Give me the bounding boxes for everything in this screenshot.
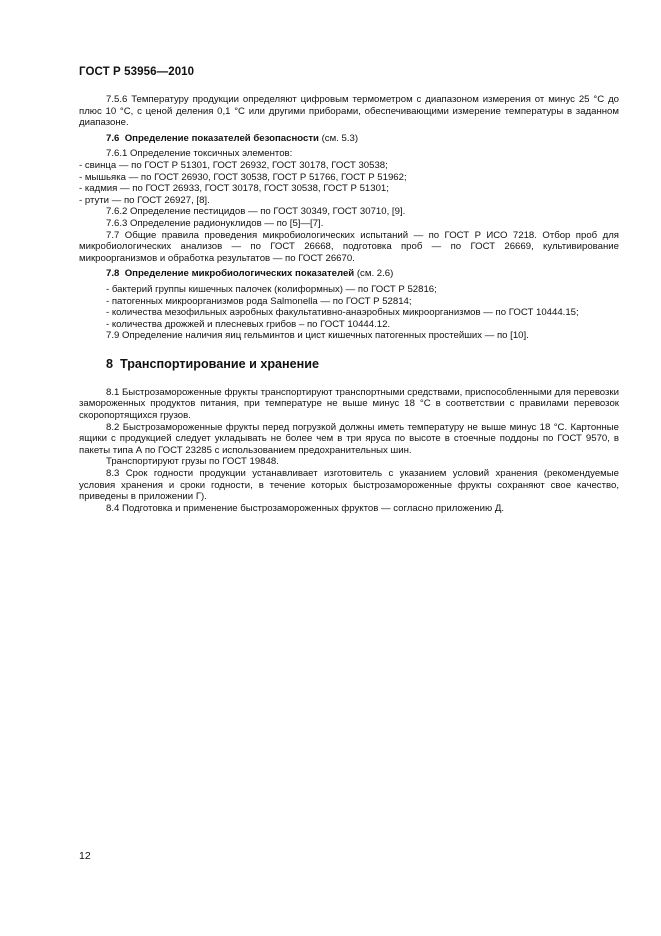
paragraph-8-2: 8.2 Быстрозамороженные фрукты перед погрузкой должны иметь температуру не выше минус 18 °С. Картонные ящики с продукцией следует укладывать не более чем в три яруса по высоте в стоечные поддоны по ГОСТ 9570, в пакеты типа А по ГОСТ 23285 с использованием предохранительных шин. (79, 421, 619, 456)
paragraph-7-7: 7.7 Общие правила проведения микробиологических испытаний — по ГОСТ Р ИСО 7218. Отбор проб для микробиологических анализов — по ГОСТ 26668, подготовка проб — по ГОСТ 26669, культивирование микроорганизмов и обработка результатов — по ГОСТ 26670. (79, 229, 619, 264)
list-item-lead: - свинца — по ГОСТ Р 51301, ГОСТ 26932, ГОСТ 30178, ГОСТ 30538; (79, 159, 388, 171)
list-item-salmonella: - патогенных микроорганизмов рода Salmonella — по ГОСТ Р 52814; (106, 295, 412, 307)
section-7-6-number: 7.6 (106, 132, 120, 144)
section-8-number: 8 (106, 356, 114, 371)
section-8-title: Транспортирование и хранение (120, 356, 319, 371)
section-7-6-title: Определение показателей безопасности (124, 132, 319, 144)
paragraph-8-2-transport: Транспортируют грузы по ГОСТ 19848. (106, 456, 279, 468)
section-7-8-heading (79, 268, 619, 280)
list-item-coliform: - бактерий группы кишечных палочек (колиформных) — по ГОСТ Р 52816; (106, 283, 437, 295)
paragraph-8-1: 8.1 Быстрозамороженные фрукты транспортируют транспортными средствами, приспособленными для перевозки замороженных продуктов питания, при температуре не выше минус 18 °С в соответствии с правилами перевозок скоропортящихся грузов. (79, 386, 619, 422)
list-item-mesophilic: - количества мезофильных аэробных факультативно-анаэробных микроорганизмов — по ГОСТ 10444.15; (106, 307, 579, 319)
paragraph-8-4: 8.4 Подготовка и применение быстрозамороженных фруктов — согласно приложению Д. (106, 502, 505, 514)
list-item-arsenic: - мышьяка — по ГОСТ 26930, ГОСТ 30538, ГОСТ Р 51766, ГОСТ Р 51962; (79, 171, 407, 183)
paragraph-7-6-3: 7.6.3 Определение радионуклидов — по [5]—[7]. (106, 217, 324, 229)
paragraph-7-5-6: 7.5.6 Температуру продукции определяют цифровым термометром с диапазоном измерения от минус 25 °С до плюс 10 °С, с ценой деления 0,1 °С или другими приборами, обеспечивающими измерение температуры в заданном диапазоне. (79, 94, 619, 129)
document-body (79, 94, 619, 514)
list-item-mercury: - ртути — по ГОСТ 26927, [8]. (79, 194, 210, 206)
list-item-yeast-mold: - количества дрожжей и плесневых грибов – по ГОСТ 10444.12. (106, 318, 391, 330)
section-7-8-reference: (см. 2.6) (354, 268, 394, 280)
paragraph-7-6-1: 7.6.1 Определение токсичных элементов: (106, 148, 293, 160)
section-7-6-reference: (см. 5.3) (318, 132, 359, 144)
paragraph-8-3: 8.3 Срок годности продукции устанавливает изготовитель с указанием условий хранения (рекомендуемые условия хранения и сроки годности, в течение которых быстрозамороженные фрукты сохраняют свое качество, приведены в приложении Г). (79, 468, 619, 503)
paragraph-7-9: 7.9 Определение наличия яиц гельминтов и цист кишечных патогенных простейших — по [10]. (106, 330, 529, 342)
section-7-6-heading (79, 133, 619, 145)
paragraph-7-6-2: 7.6.2 Определение пестицидов — по ГОСТ 30349, ГОСТ 30710, [9]. (106, 206, 406, 218)
section-7-8-number: 7.8 (106, 268, 120, 280)
document-code-header: ГОСТ Р 53956—2010 (79, 66, 195, 78)
list-item-cadmium: - кадмия — по ГОСТ 26933, ГОСТ 30178, ГОСТ 30538, ГОСТ Р 51301; (79, 183, 389, 195)
section-8-heading (79, 357, 619, 372)
section-7-8-title: Определение микробиологических показателей (124, 268, 355, 280)
page-number: 12 (79, 850, 91, 862)
